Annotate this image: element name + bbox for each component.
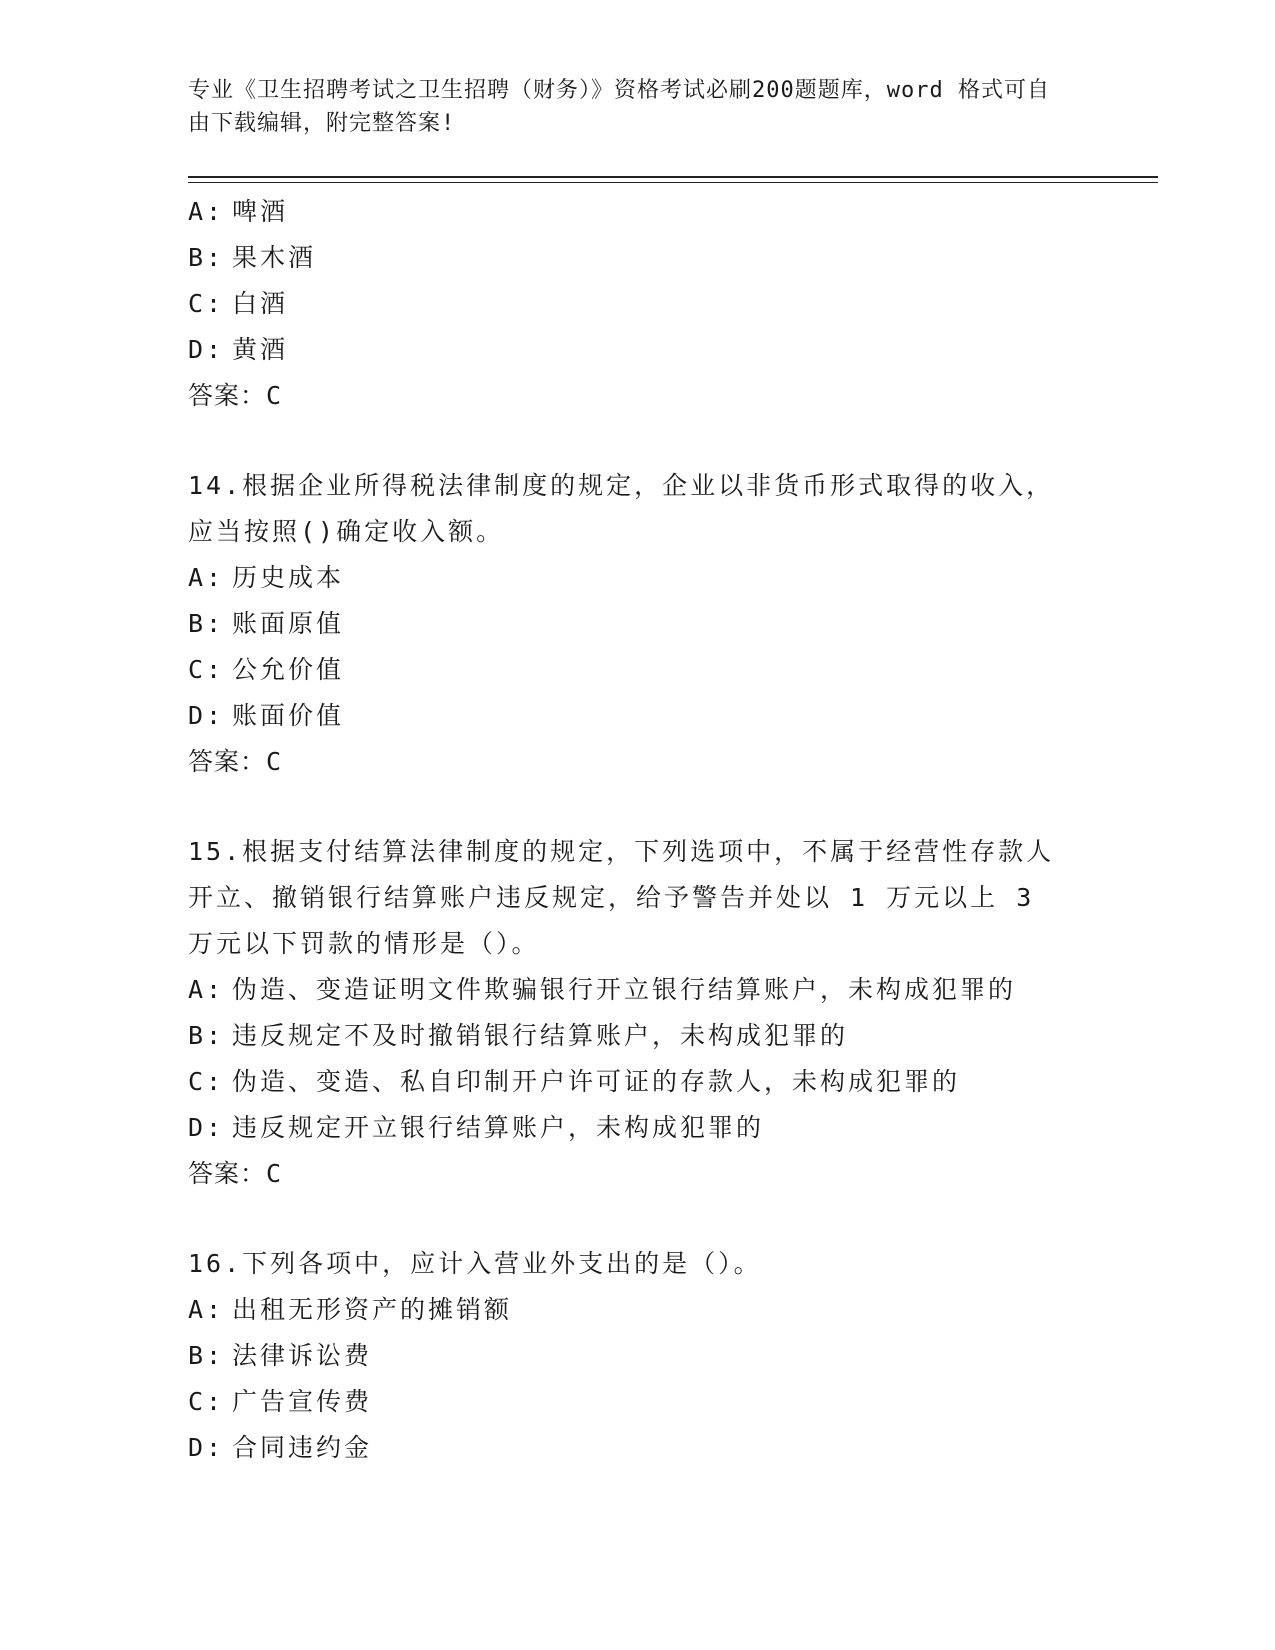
option-text: 果木酒 [232,243,317,272]
option-letter: C: [188,289,225,318]
option-text: 伪造、变造证明文件欺骗银行开立银行结算账户，未构成犯罪的 [232,975,1017,1004]
option-c [188,281,1088,327]
question-text: 15.根据支付结算法律制度的规定，下列选项中，不属于经营性存款人开立、撤销银行结算账户违反规定，给予警告并处以 1 万元以上 3 万元以下罚款的情形是（）。 [188,837,1055,958]
option-letter: A: [188,563,225,592]
option-c [188,647,1088,693]
header-divider-thin [188,182,1158,183]
answer-line: 答案：C [188,747,283,776]
option-text: 黄酒 [232,335,289,364]
option-a [188,189,1088,235]
option-text: 公允价值 [232,655,345,684]
option-b [188,1013,1088,1059]
question-15 [188,829,1088,1197]
option-letter: C: [188,1387,225,1416]
option-a [188,1287,1088,1333]
answer-line: 答案：C [188,1159,283,1188]
option-d [188,327,1088,373]
option-letter: B: [188,1341,225,1370]
option-d [188,693,1088,739]
question-text: 14.根据企业所得税法律制度的规定，企业以非货币形式取得的收入，应当按照()确定收入额。 [188,471,1055,546]
option-text: 违反规定不及时撤销银行结算账户，未构成犯罪的 [232,1021,849,1050]
option-text: 历史成本 [232,563,345,592]
question-13-continued [188,189,1088,419]
option-text: 白酒 [232,289,289,318]
option-letter: B: [188,1021,225,1050]
question-list [188,189,1088,1471]
option-text: 账面原值 [232,609,345,638]
option-d [188,1105,1088,1151]
question-16 [188,1241,1088,1471]
option-a [188,555,1088,601]
option-letter: B: [188,243,225,272]
option-c [188,1379,1088,1425]
option-d [188,1425,1088,1471]
option-text: 账面价值 [232,701,345,730]
option-letter: B: [188,609,225,638]
option-letter: D: [188,1433,225,1462]
option-text: 出租无形资产的摊销额 [232,1295,513,1324]
option-letter: D: [188,701,225,730]
question-14 [188,463,1088,785]
header-divider-thick [188,176,1158,178]
option-b [188,235,1088,281]
option-letter: A: [188,1295,225,1324]
option-letter: C: [188,1067,225,1096]
option-text: 伪造、变造、私自印制开户许可证的存款人，未构成犯罪的 [232,1067,961,1096]
option-c [188,1059,1088,1105]
option-a [188,967,1088,1013]
option-text: 合同违约金 [232,1433,373,1462]
answer-line: 答案：C [188,381,283,410]
option-text: 啤酒 [232,197,289,226]
question-text: 16.下列各项中，应计入营业外支出的是（）。 [188,1249,762,1278]
page-header: 专业《卫生招聘考试之卫生招聘（财务）》资格考试必刷200题题库，word 格式可自由下载编辑，附完整答案! [188,78,1050,136]
option-text: 广告宣传费 [232,1387,373,1416]
option-text: 法律诉讼费 [232,1341,373,1370]
option-letter: D: [188,335,225,364]
option-letter: C: [188,655,225,684]
option-letter: D: [188,1113,225,1142]
option-letter: A: [188,975,225,1004]
option-b [188,601,1088,647]
option-letter: A: [188,197,225,226]
option-text: 违反规定开立银行结算账户，未构成犯罪的 [232,1113,765,1142]
option-b [188,1333,1088,1379]
